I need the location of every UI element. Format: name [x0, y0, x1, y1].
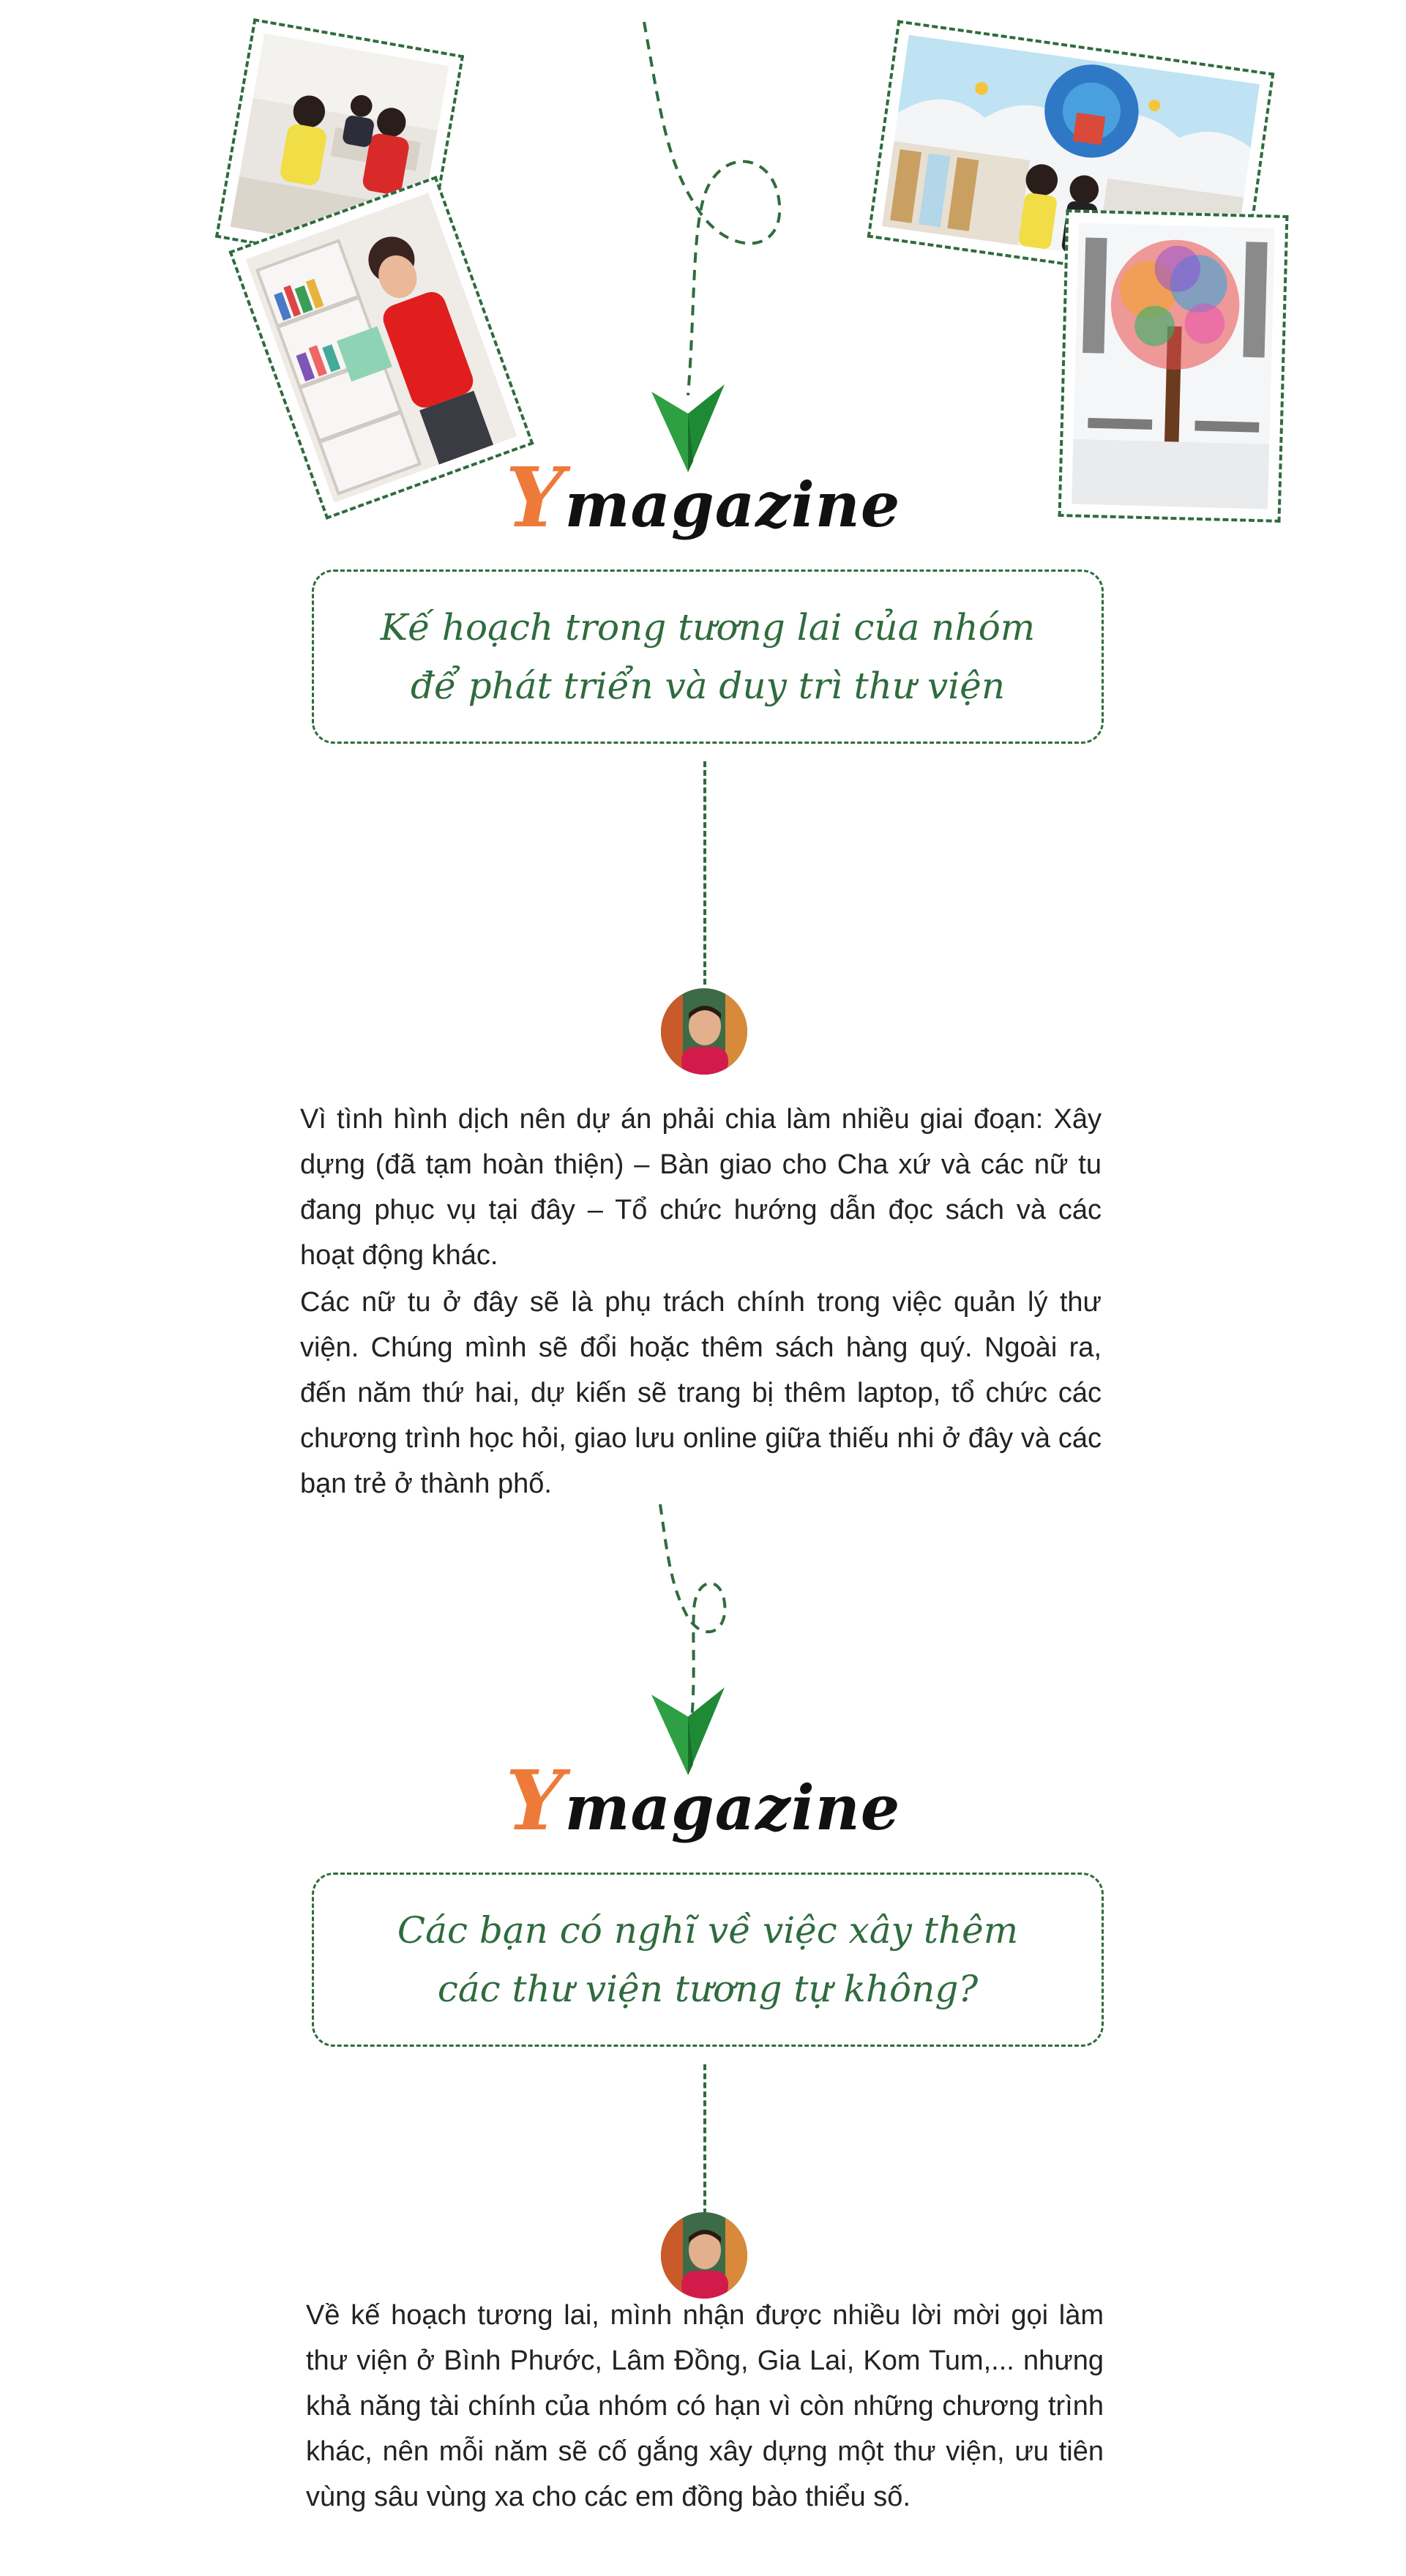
- dashed-connector: [703, 761, 706, 985]
- brand-logo: Ymagazine: [505, 450, 901, 546]
- answer-paragraph: Các nữ tu ở đây sẽ là phụ trách chính trong việc quản lý thư viện. Chúng mình sẽ đổi hoặc thêm sách hàng quý. Ngoài ra, đến năm thứ hai, dự kiến sẽ trang bị thêm laptop, tổ chức các chương trình học hỏi, giao lưu online giữa thiếu nhi ở đây và các bạn trẻ ở thành phố.: [300, 1287, 1102, 1499]
- avatar-icon: [661, 988, 747, 1075]
- brand-logo: Ymagazine: [505, 1753, 901, 1849]
- avatar-icon: [661, 2212, 747, 2299]
- question-box: [312, 570, 1104, 744]
- question-box: [312, 1873, 1104, 2047]
- question-line: các thư viện tương tự không?: [437, 1968, 979, 2010]
- question-line: để phát triển và duy trì thư viện: [410, 665, 1006, 707]
- answer-paragraph: Về kế hoạch tương lai, mình nhận được nhiều lời mời gọi làm thư viện ở Bình Phước, Lâm Đồng, Gia Lai, Kom Tum,... nhưng khả năng tài chính của nhóm có hạn vì còn những chương trình khác, nên mỗi năm sẽ cố gắng xây dựng một thư viện, ưu tiên vùng sâu vùng xa cho các em đồng bào thiểu số.: [306, 2300, 1104, 2512]
- question-line: Kế hoạch trong tương lai của nhóm: [380, 606, 1036, 649]
- dashed-connector: [703, 2064, 706, 2214]
- answer-paragraph: Vì tình hình dịch nên dự án phải chia làm nhiều giai đoạn: Xây dựng (đã tạm hoàn thiện) – Bàn giao cho Cha xứ và các nữ tu đang phục vụ tại đây – Tổ chức hướng dẫn đọc sách và các hoạt động khác.: [300, 1104, 1102, 1271]
- question-line: Các bạn có nghĩ về việc xây thêm: [397, 1909, 1019, 1952]
